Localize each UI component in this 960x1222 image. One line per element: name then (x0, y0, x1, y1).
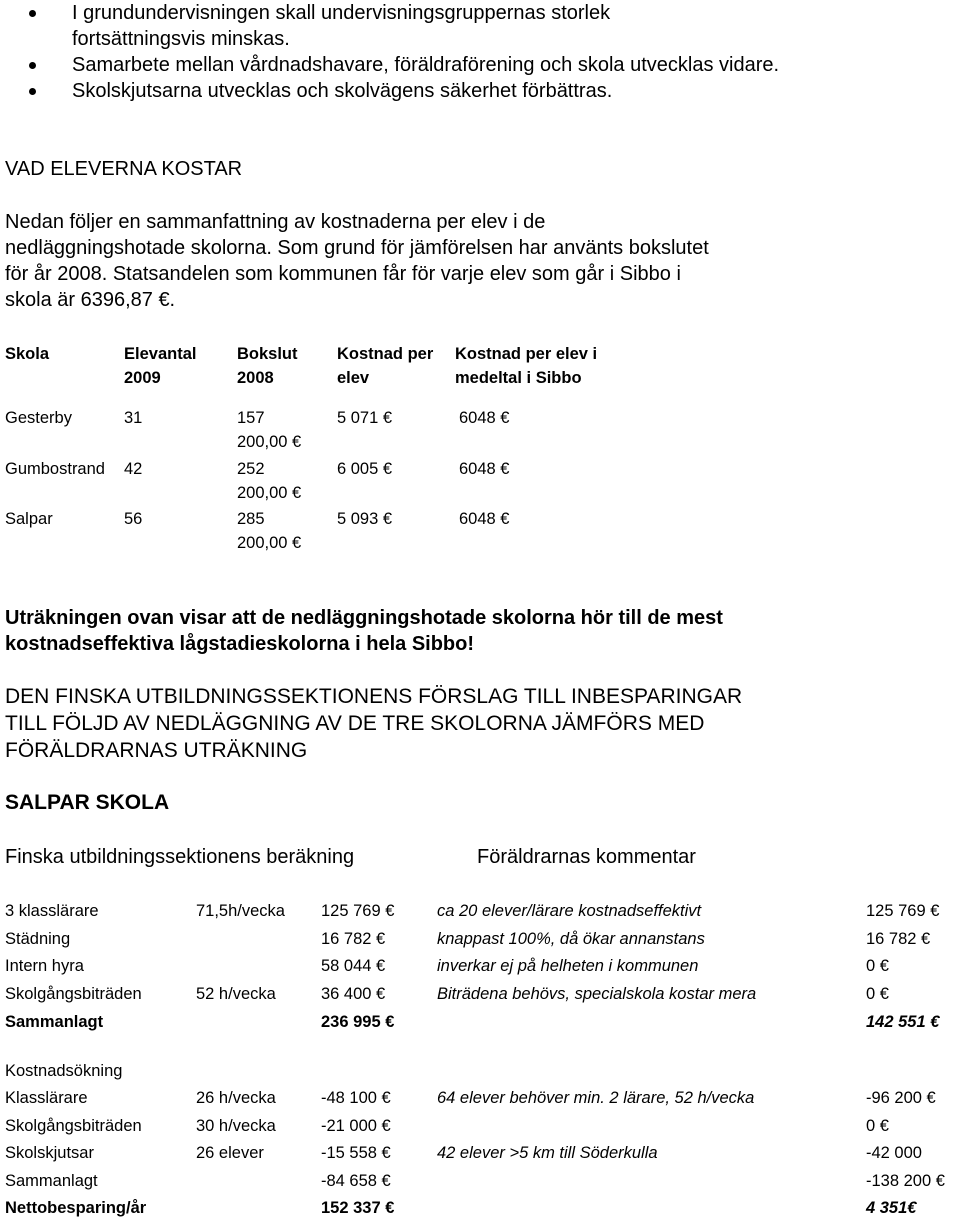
conclusion-line: kostnadseffektiva lågstadieskolorna i hela Sibbo! (5, 633, 475, 655)
cell-cost: 6 005 € (337, 460, 393, 478)
row-amount: -48 100 € (321, 1089, 391, 1107)
section-heading-cost: VAD ELEVERNA KOSTAR (5, 158, 243, 180)
row-amount: 16 782 € (321, 930, 386, 948)
row-comment: knappast 100%, då ökar annanstans (437, 930, 705, 948)
bullet-list (26, 0, 926, 104)
header-avg-cost: Kostnad per elev i (455, 345, 598, 363)
row-label: Klasslärare (5, 1089, 88, 1107)
cell-budget: 157 (237, 409, 265, 427)
row-hours: 71,5h/vecka (196, 902, 285, 920)
cell-avg: 6048 € (459, 409, 510, 427)
row-comment: 64 elever behöver min. 2 lärare, 52 h/vecka (437, 1089, 755, 1107)
cell-school: Gesterby (5, 409, 72, 427)
row-label: Skolgångsbiträden (5, 1117, 142, 1135)
row-amount: 125 769 € (321, 902, 395, 920)
bullet-item: I grundundervisningen skall undervisningsgruppernas storlek fortsättningsvis minskas. (26, 0, 712, 52)
cell-avg: 6048 € (459, 460, 510, 478)
bullet-item: Skolskjutsarna utvecklas och skolvägens säkerhet förbättras. (26, 78, 926, 104)
row-parent: 0 € (866, 1117, 889, 1135)
section-heading-proposal: TILL FÖLJD AV NEDLÄGGNING AV DE TRE SKOLORNA JÄMFÖRS MED (5, 712, 705, 735)
cell-cost: 5 093 € (337, 510, 393, 528)
row-label: Skolgångsbiträden (5, 985, 142, 1003)
row-label: Städning (5, 930, 71, 948)
row-hours: 30 h/vecka (196, 1117, 276, 1135)
header-students-year: 2009 (124, 369, 161, 387)
header-school: Skola (5, 345, 50, 363)
row-parent: -138 200 € (866, 1172, 945, 1190)
cell-school: Gumbostrand (5, 460, 105, 478)
row-amount: -15 558 € (321, 1144, 391, 1162)
header-students: Elevantal (124, 345, 197, 363)
paragraph-line: Nedan följer en sammanfattning av kostnaderna per elev i de (5, 211, 546, 233)
row-label: 3 klasslärare (5, 902, 99, 920)
cell-students: 42 (124, 460, 143, 478)
row-amount: -21 000 € (321, 1117, 391, 1135)
row-parent: -96 200 € (866, 1089, 936, 1107)
row-parent-total: 142 551 € (866, 1013, 940, 1031)
section-heading-proposal: FÖRÄLDRARNAS UTRÄKNING (5, 739, 308, 762)
row-label-total: Sammanlagt (5, 1013, 104, 1031)
header-avg-cost-2: medeltal i Sibbo (455, 369, 582, 387)
col-right-title: Föräldrarnas kommentar (477, 846, 696, 868)
cell-budget-2: 200,00 € (237, 534, 302, 552)
row-parent: -42 000 (866, 1144, 922, 1162)
row-label: Skolskjutsar (5, 1144, 94, 1162)
cell-avg: 6048 € (459, 510, 510, 528)
cell-budget-2: 200,00 € (237, 484, 302, 502)
row-label-net: Nettobesparing/år (5, 1199, 147, 1217)
row-amount-total: 236 995 € (321, 1013, 395, 1031)
row-amount: 36 400 € (321, 985, 386, 1003)
row-comment: 42 elever >5 km till Söderkulla (437, 1144, 658, 1162)
row-comment: ca 20 elever/lärare kostnadseffektivt (437, 902, 702, 920)
header-budget: Bokslut (237, 345, 298, 363)
header-budget-year: 2008 (237, 369, 274, 387)
cell-students: 31 (124, 409, 143, 427)
salpar-heading: SALPAR SKOLA (5, 791, 170, 814)
row-comment: inverkar ej på helheten i kommunen (437, 957, 699, 975)
row-parent: 16 782 € (866, 930, 931, 948)
row-parent: 0 € (866, 957, 889, 975)
row-label: Intern hyra (5, 957, 84, 975)
cell-budget-2: 200,00 € (237, 433, 302, 451)
cell-budget: 285 (237, 510, 265, 528)
row-comment: Biträdena behövs, specialskola kostar mera (437, 985, 757, 1003)
paragraph-line: nedläggningshotade skolorna. Som grund för jämförelsen har använts bokslutet (5, 237, 709, 259)
cell-students: 56 (124, 510, 143, 528)
header-cost-per-student: Kostnad per (337, 345, 434, 363)
paragraph-line: skola är 6396,87 €. (5, 289, 176, 311)
conclusion-line: Uträkningen ovan visar att de nedläggningshotade skolorna hör till de mest (5, 607, 723, 629)
section-heading-proposal: DEN FINSKA UTBILDNINGSSEKTIONENS FÖRSLAG TILL INBESPARINGAR (5, 685, 743, 708)
row-label: Sammanlagt (5, 1172, 98, 1190)
paragraph-line: för år 2008. Statsandelen som kommunen får för varje elev som går i Sibbo i (5, 263, 681, 285)
col-left-title: Finska utbildningssektionens beräkning (5, 846, 355, 868)
row-hours: 26 elever (196, 1144, 264, 1162)
cell-cost: 5 071 € (337, 409, 393, 427)
row-amount-net: 152 337 € (321, 1199, 395, 1217)
row-hours: 52 h/vecka (196, 985, 276, 1003)
row-parent: 125 769 € (866, 902, 940, 920)
increase-title: Kostnadsökning (5, 1062, 123, 1080)
row-amount: 58 044 € (321, 957, 386, 975)
row-parent-net: 4 351€ (866, 1199, 917, 1217)
row-parent: 0 € (866, 985, 889, 1003)
header-cost-per-student-2: elev (337, 369, 370, 387)
row-hours: 26 h/vecka (196, 1089, 276, 1107)
bullet-item: Samarbete mellan vårdnadshavare, föräldraförening och skola utvecklas vidare. (26, 52, 812, 78)
cell-budget: 252 (237, 460, 265, 478)
row-amount: -84 658 € (321, 1172, 391, 1190)
cell-school: Salpar (5, 510, 53, 528)
